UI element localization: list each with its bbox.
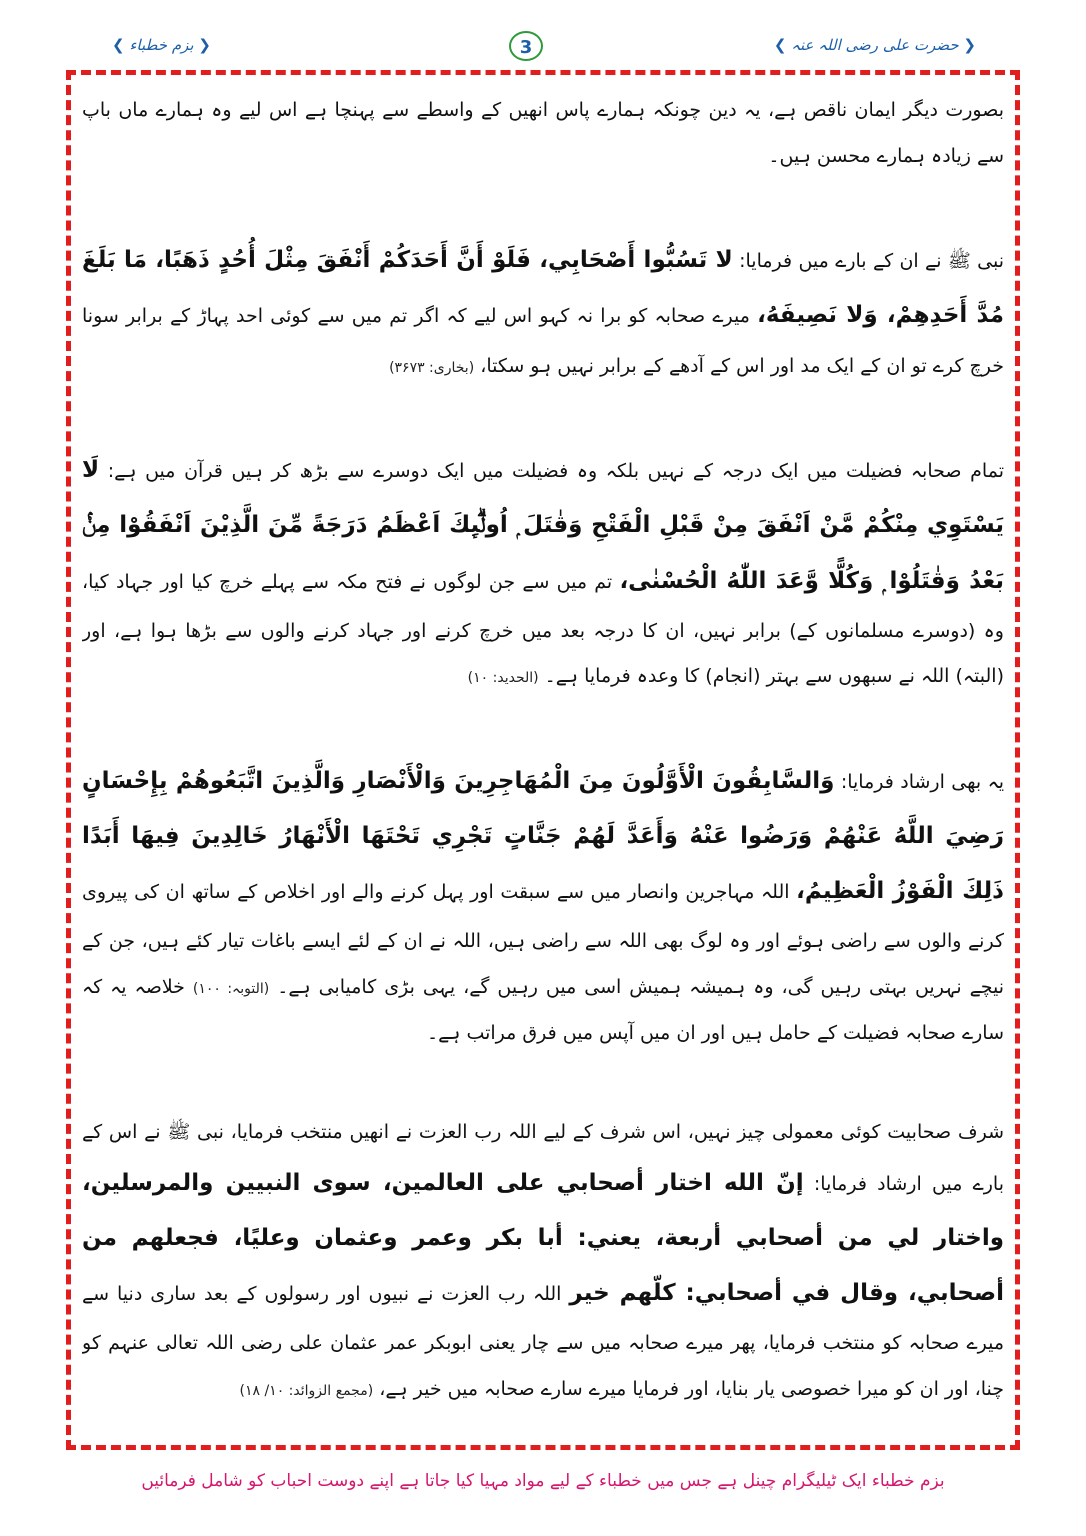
- p4-reference: (التوبہ: ۱۰۰): [192, 981, 270, 998]
- p5-reference: (مجمع الزوائد: ۱۰/ ۱۸): [239, 1383, 374, 1399]
- p2-translation: میرے صحابہ کو برا نہ کہو اس لیے کہ اگر تم میں سے کوئی احد پہاڑ کے برابر سونا خرچ کرے تو ان کے ایک مد اور اس کے آدھے کے برابر نہیں ہو سکتا،: [82, 305, 1004, 377]
- p4-translation: اللہ مہاجرین وانصار میں سے سبقت اور پہل کرنے والے اور اخلاص کے ساتھ ان کی پیروی کرنے والوں سے راضی ہوئے اور وہ لوگ بھی اللہ سے راضی ہیں، اللہ نے ان کے لئے ایسے باغات تیار کئے ہیں، جن کے نیچے نہریں بہتی رہیں گی، وہ ہمیشہ ہمیش اسی میں رہیں گے، یہی بڑی کامیابی ہے۔: [82, 881, 1004, 999]
- paragraph-2: [82, 233, 1004, 389]
- p5-intro: شرف صحابیت کوئی معمولی چیز نہیں، اس شرف کے لیے اللہ رب العزت نے انھیں منتخب فرمایا، نبی ﷺ نے اس کے بارے میں ارشاد فرمایا:: [82, 1121, 1004, 1195]
- p4-intro: یہ بھی ارشاد فرمایا:: [840, 770, 1004, 793]
- p2-arabic-quote: لا تَسُبُّوا أَصْحَابِي، فَلَوْ أَنَّ أَحَدَكُمْ أَنْفَقَ مِثْلَ أُحُدٍ ذَهَبًا، مَا بَلَغَ مُدَّ أَحَدِهِمْ، وَلا نَصِيفَهُ،: [82, 247, 1004, 329]
- paragraph-4: [82, 754, 1004, 1056]
- page-header: [0, 28, 1086, 68]
- p5-translation: اللہ رب العزت نے نبیوں اور رسولوں کے بعد ساری دنیا سے میرے صحابہ کو منتخب فرمایا، پھر میرے صحابہ میں سے چار یعنی ابوبکر عمر عثمان علی رضی اللہ تعالی عنہم کو چنا، اور ان کو میرا خصوصی یار بنایا، اور فرمایا میرے سارے صحابہ میں خیر ہے،: [82, 1283, 1004, 1400]
- footer-promo: بزم خطباء ایک ٹیلیگرام چینل ہے جس میں خطباء کے لیے مواد مہیا کیا جاتا ہے اپنے دوست احباب کو شامل فرمائیں: [141, 1471, 945, 1491]
- paragraph-3: [82, 443, 1004, 700]
- p4-arabic-quote: وَالسَّابِقُونَ الْأَوَّلُونَ مِنَ الْمُهَاجِرِينَ وَالْأَنْصَارِ وَالَّذِينَ اتَّبَعُوهُمْ بِإِحْسَانٍ رَضِيَ اللَّهُ عَنْهُمْ وَرَضُوا عَنْهُ وَأَعَدَّ لَهُمْ جَنَّاتٍ تَجْرِي تَحْتَهَا الْأَنْهَارُ خَالِدِينَ فِيهَا أَبَدًا ذَلِكَ الْفَوْزُ الْعَظِيمُ،: [82, 767, 1004, 905]
- p4-summary: خلاصہ یہ کہ سارے صحابہ فضیلت کے حامل ہیں اور ان میں آپس میں فرق مراتب ہے۔: [82, 976, 1004, 1044]
- header-title: ❮ حضرت علی رضی اللہ عنہ ❯: [773, 36, 976, 54]
- p3-intro: تمام صحابہ فضیلت میں ایک درجہ کے نہیں بلکہ وہ فضیلت میں ایک دوسرے سے بڑھ کر ہیں قرآن میں ہے:: [107, 460, 1004, 483]
- paragraph-5: [82, 1110, 1004, 1412]
- p3-translation: تم میں سے جن لوگوں نے فتح مکہ سے پہلے خرچ کیا اور جہاد کیا، وہ (دوسرے مسلمانوں کے) برابر نہیں، ان کا درجہ بعد میں خرچ کرنے اور جہاد کرنے والوں سے بڑھا ہوا ہے، اور (البتہ) اللہ نے سبھوں سے بہتر (انجام) کا وعدہ فرمایا ہے۔: [82, 570, 1004, 688]
- p5-arabic-quote: إنّ الله اختار أصحابي على العالمين، سوى النبيين والمرسلين، واختار لي من أصحابي أربعة، يعني: أبا بكر وعمر وعثمان وعليًا، فجعلهم من أصحابي، وقال في أصحابي: كلّهم خير: [82, 1169, 1004, 1307]
- p1-text: بصورت دیگر ایمان ناقص ہے، یہ دین چونکہ ہمارے پاس انھیں کے واسطے سے پہنچا ہے اس لیے وہ ہمارے ماں باپ سے زیادہ ہمارے محسن ہیں۔: [82, 99, 1004, 167]
- header-channel-name: ❮ بزم خطباء ❯: [112, 36, 211, 54]
- page-number-badge: 3: [509, 31, 543, 61]
- p3-arabic-quote: لَا يَسْتَوِي مِنْكُمْ مَّنْ اَنْفَقَ مِنْ قَبْلِ الْفَتْحِ وَقٰتَلَ ۭ اُولٰۗىِٕكَ اَعْظَمُ دَرَجَةً مِّنَ الَّذِيْنَ اَنْفَقُوْا مِنْۢ بَعْدُ وَقٰتَلُوْا ۭ وَكُلًّا وَّعَدَ اللّٰهُ الْحُسْنٰى،: [82, 457, 1004, 594]
- p2-reference: (بخاری: ۳۶۷۳): [389, 359, 475, 376]
- p3-reference: (الحدید: ۱۰): [467, 670, 539, 687]
- p2-intro: نبی ﷺ نے ان کے بارے میں فرمایا:: [739, 250, 1004, 273]
- paragraph-1: [82, 88, 1004, 179]
- document-body: [82, 88, 1004, 1433]
